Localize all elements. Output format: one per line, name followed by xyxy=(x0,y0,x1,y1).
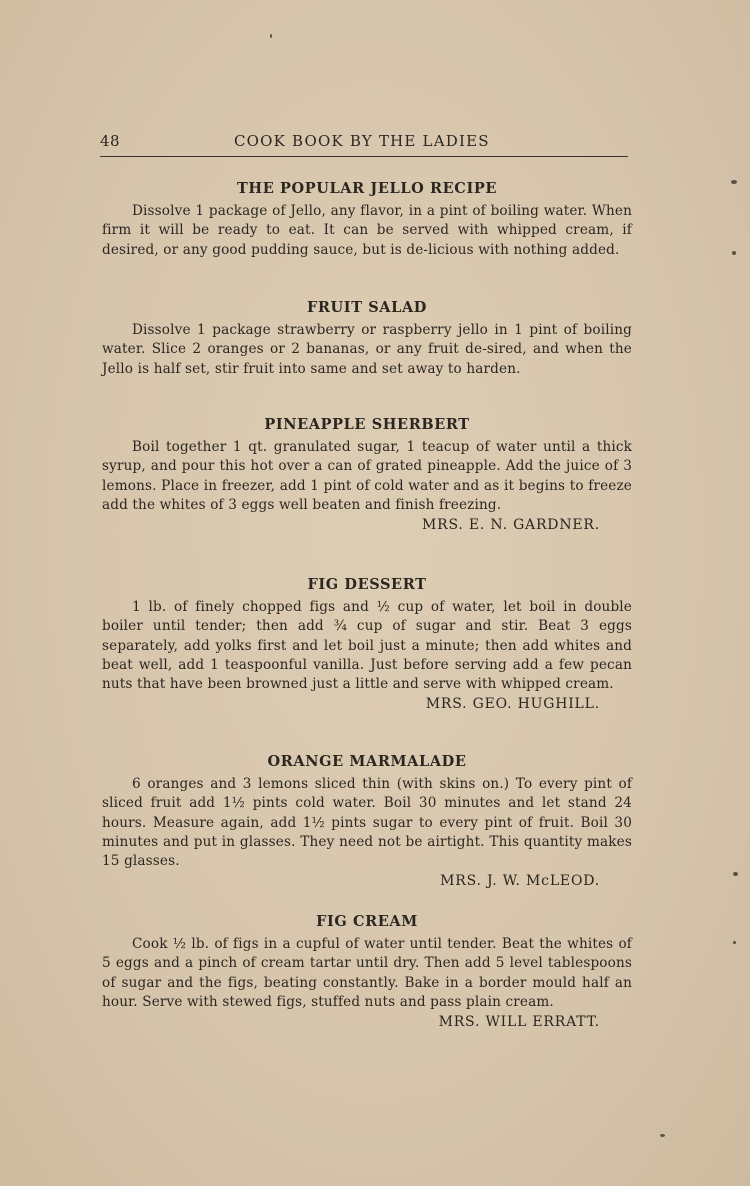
page-number: 48 xyxy=(100,132,121,150)
recipe-title: THE POPULAR JELLO RECIPE xyxy=(237,180,497,197)
paper-speck xyxy=(660,1134,665,1137)
recipe-author: MRS. J. W. McLEOD. xyxy=(440,873,600,890)
recipe-body: Boil together 1 qt. granulated sugar, 1 teacup of water until a thick syrup, and pour this hot over a can of grated pineapple. Add the juice of 3 lemons. Place in freezer, add 1 pint of cold water and as it begins to freeze add the whites of 3 eggs well beaten and finish freezing. xyxy=(102,439,632,513)
recipe-title: ORANGE MARMALADE xyxy=(267,753,467,770)
paper-speck xyxy=(733,941,736,944)
paper-speck xyxy=(270,34,272,38)
paper-speck xyxy=(731,180,737,184)
running-head xyxy=(100,130,628,157)
recipe-title: PINEAPPLE SHERBERT xyxy=(264,416,470,433)
recipe-body: Dissolve 1 package strawberry or raspberry jello in 1 pint of boiling water. Slice 2 oranges or 2 bananas, or any fruit de-sired, and when the Jello is half set, stir fruit into same and set away to harden. xyxy=(102,322,632,377)
recipe-author: MRS. WILL ERRATT. xyxy=(438,1014,600,1031)
recipe-fruit-salad xyxy=(102,298,632,379)
recipe-fig-cream xyxy=(102,912,632,1032)
paper-speck xyxy=(733,872,738,876)
recipe-title: FIG DESSERT xyxy=(307,576,427,593)
recipe-orange-marmalade xyxy=(102,752,632,891)
recipe-author: MRS. GEO. HUGHILL. xyxy=(425,696,600,713)
paper-speck xyxy=(732,251,736,255)
recipe-popular-jello xyxy=(102,179,632,260)
recipe-body: Dissolve 1 package of Jello, any flavor, in a pint of boiling water. When firm it will be ready to eat. It can be served with whipped cream, if desired, or any good pudding sauce, but is de-licious with nothing added. xyxy=(102,203,632,258)
recipe-body: 6 oranges and 3 lemons sliced thin (with skins on.) To every pint of sliced fruit add 1½ pints cold water. Boil 30 minutes and let stand 24 hours. Measure again, add 1½ pints sugar to every pint of fruit. Boil 30 minutes and put in glasses. They need not be airtight. This quantity makes 15 glasses. xyxy=(102,776,632,870)
recipe-fig-dessert xyxy=(102,575,632,714)
recipe-author: MRS. E. N. GARDNER. xyxy=(422,517,600,534)
recipe-title: FIG CREAM xyxy=(316,913,418,930)
recipe-body: 1 lb. of finely chopped figs and ½ cup of water, let boil in double boiler until tender; then add ¾ cup of sugar and stir. Beat 3 eggs separately, add yolks first and let boil just a minute; then add whites and beat well, add 1 teaspoonful vanilla. Just before serving add a few pecan nuts that have been browned just a little and serve with whipped cream. xyxy=(102,599,632,693)
book-title: COOK BOOK BY THE LADIES xyxy=(234,132,490,150)
recipe-title: FRUIT SALAD xyxy=(307,299,427,316)
recipe-pineapple-sherbert xyxy=(102,415,632,535)
recipe-body: Cook ½ lb. of figs in a cupful of water until tender. Beat the whites of 5 eggs and a pinch of cream tartar until dry. Then add 5 level tablespoons of sugar and the figs, beating constantly. Bake in a border mould half an hour. Serve with stewed figs, stuffed nuts and pass plain cream. xyxy=(102,936,632,1010)
